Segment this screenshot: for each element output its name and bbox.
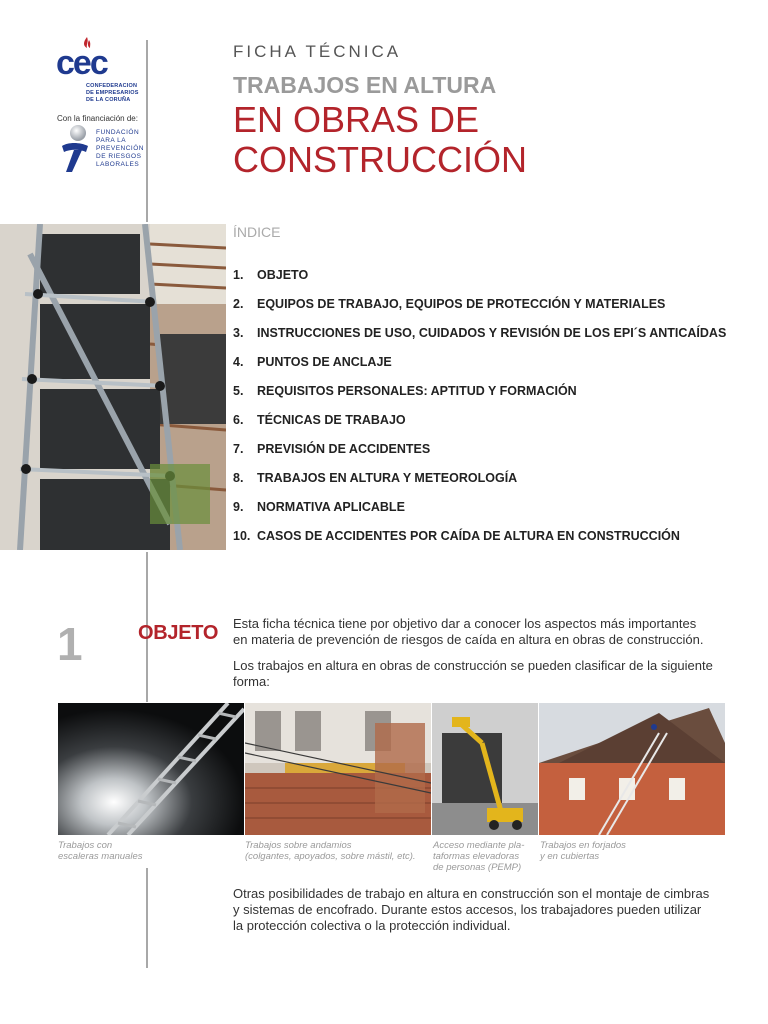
document-kicker: FICHA TÉCNICA <box>233 42 402 61</box>
roof-work-photo <box>539 703 725 835</box>
vertical-divider-top <box>146 40 148 222</box>
financing-label: Con la financiación de: <box>57 114 138 123</box>
document-subtitle: TRABAJOS EN ALTURA <box>233 72 497 98</box>
index-item-equipos[interactable]: 2. EQUIPOS DE TRABAJO, EQUIPOS DE PROTECCIÓN Y MATERIALES <box>233 297 666 311</box>
index-item-instrucciones[interactable]: 3. INSTRUCCIONES DE USO, CUIDADOS Y REVISIÓN DE LOS EPI´S ANTICAÍDAS <box>233 326 727 340</box>
section-paragraph-1: Esta ficha técnica tiene por objetivo dar a conocer los aspectos más importantes en materia de prevención de riesgos de caída en altura en obras de construcción. <box>233 616 704 647</box>
caption-roofs: Trabajos en forjados y en cubiertas <box>540 840 626 862</box>
index-heading: ÍNDICE <box>233 224 281 240</box>
index-item-objeto[interactable]: 1. OBJETO <box>233 268 309 282</box>
foundation-logo-icon <box>58 124 94 174</box>
caption-ladders: Trabajos con escaleras manuales <box>58 840 143 862</box>
index-list <box>233 266 726 556</box>
scaffolding-photo <box>245 703 431 835</box>
caption-platforms: Acceso mediante pla- taformas elevadoras de personas (PEMP) <box>433 840 525 873</box>
scaffold-photo <box>0 224 226 550</box>
section-paragraph-2: Los trabajos en altura en obras de construcción se pueden clasificar de la siguiente forma: <box>233 658 713 689</box>
index-item-normativa[interactable]: 9. NORMATIVA APLICABLE <box>233 500 405 514</box>
aerial-platform-photo <box>432 703 538 835</box>
index-item-prevision[interactable]: 7. PREVISIÓN DE ACCIDENTES <box>233 442 431 456</box>
foundation-name: FUNDACIÓN PARA LA PREVENCIÓN DE RIESGOS LABORALES <box>96 129 144 168</box>
index-item-anclaje[interactable]: 4. PUNTOS DE ANCLAJE <box>233 355 392 369</box>
cec-subtitle: CONFEDERACION DE EMPRESARIOS DE LA CORUÑA <box>86 83 139 103</box>
cec-logo <box>56 34 142 78</box>
index-item-casos[interactable]: 10. CASOS DE ACCIDENTES POR CAÍDA DE ALTURA EN CONSTRUCCIÓN <box>233 529 680 543</box>
section-number: 1 <box>57 618 83 670</box>
vertical-divider-bottom <box>146 868 148 968</box>
section-paragraph-3: Otras posibilidades de trabajo en altura en construcción son el montaje de cimbras y sistemas de encofrado. Durante estos accesos, los trabajadores pueden utilizar la protección colectiva o la protección individual. <box>233 886 710 933</box>
index-item-meteorologia[interactable]: 8. TRABAJOS EN ALTURA Y METEOROLOGÍA <box>233 471 518 485</box>
index-item-tecnicas[interactable]: 6. TÉCNICAS DE TRABAJO <box>233 413 406 427</box>
section-title: OBJETO <box>138 622 219 644</box>
document-title: EN OBRAS DE CONSTRUCCIÓN <box>233 99 527 180</box>
svg-text:cec: cec <box>56 44 107 78</box>
caption-scaffolding: Trabajos sobre andamios (colgantes, apoyados, sobre mástil, etc). <box>245 840 416 862</box>
index-item-requisitos[interactable]: 5. REQUISITOS PERSONALES: APTITUD Y FORMACIÓN <box>233 384 577 398</box>
ladder-photo <box>58 703 244 835</box>
